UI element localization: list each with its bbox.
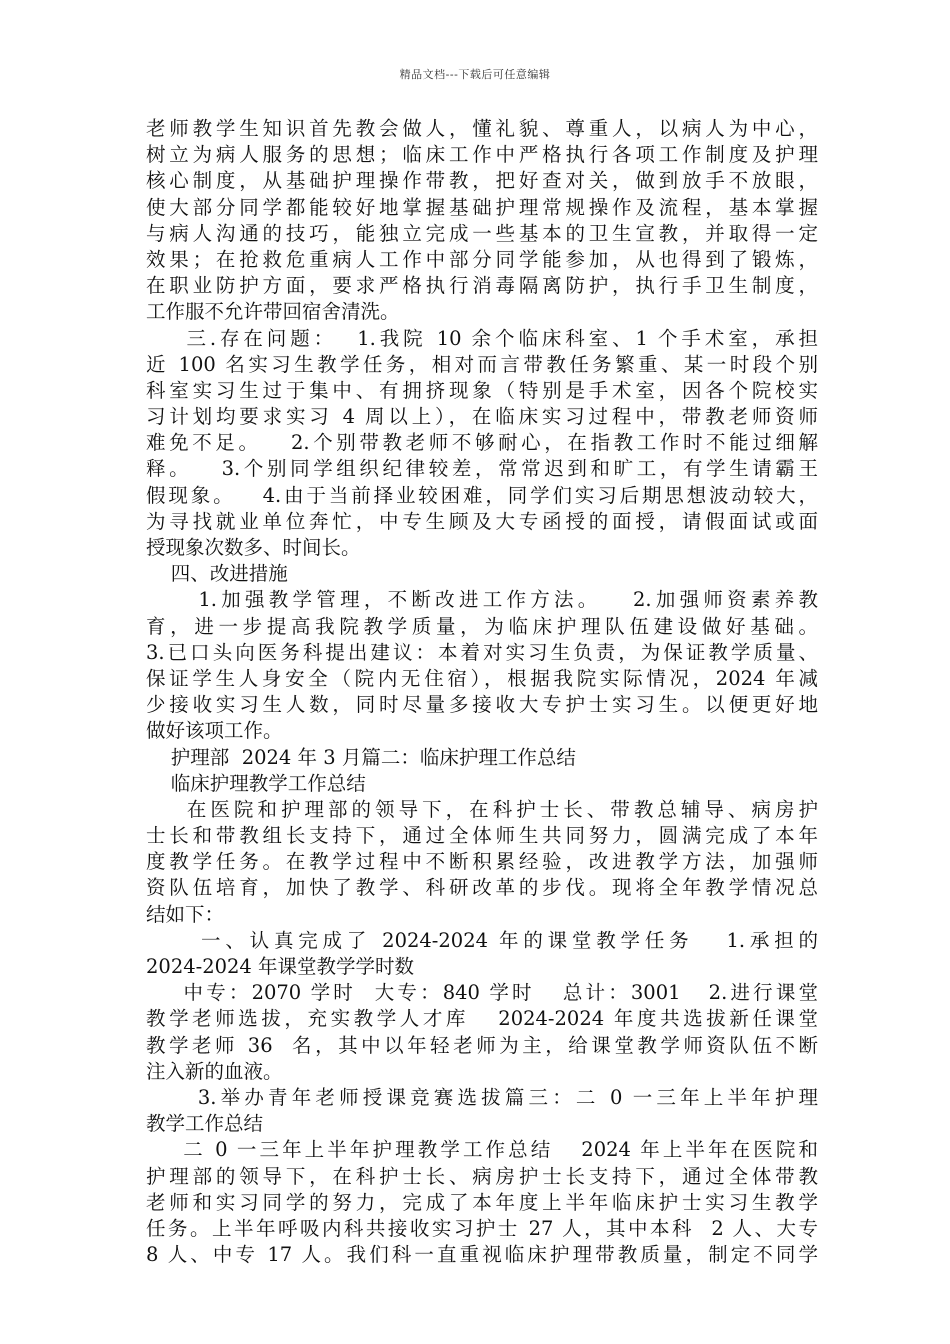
document-body [146, 116, 818, 1268]
text-line: 任务。上半年呼吸内科共接收实习护士 27 人，其中本科 2 人、大专 [146, 1216, 818, 1240]
text-line: 假现象。 4.由于当前择业较困难，同学们实习后期思想波动较大， [146, 483, 818, 507]
text-line: 育，进一步提高我院教学质量，为临床护理队伍建设做好基础。 [146, 614, 818, 638]
text-line: 2024-2024 年课堂教学学时数 [146, 955, 415, 978]
text-line: 中专：2070 学时 大专：840 学时 总计：3001 2.进行课堂 [146, 981, 818, 1005]
text-line: 释。 3.个别同学组织纪律较差，常常迟到和旷工，有学生请霸王 [146, 457, 818, 481]
text-line: 8 人、中专 17 人。我们科一直重视临床护理带教质量，制定不同学 [146, 1243, 818, 1267]
text-line: 效果；在抢救危重病人工作中部分同学能参加，从也得到了锻炼， [146, 247, 818, 271]
text-line: 注入新的血液。 [146, 1059, 283, 1083]
text-line: 教学工作总结 [146, 1112, 264, 1136]
text-line: 三.存在问题： 1.我院 10 余个临床科室、1 个手术室，承担 [146, 326, 818, 350]
text-line: 结如下： [146, 902, 225, 926]
text-line: 度教学任务。在教学过程中不断积累经验，改进教学方法，加强师 [146, 850, 818, 874]
text-line: 使大部分同学都能较好地掌握基础护理常规操作及流程，基本掌握 [146, 195, 818, 219]
text-line: 士长和带教组长支持下，通过全体师生共同努力，圆满完成了本年 [146, 824, 818, 848]
text-line: 少接收实习生人数，同时尽量多接收大专护士实习生。以便更好地 [146, 693, 818, 717]
text-line: 3.已口头向医务科提出建议：本着对实习生负责，为保证教学质量、 [146, 640, 818, 664]
text-line: 教学老师选拔，充实教学人才库 2024-2024 年度共选拔新任课堂 [146, 1007, 818, 1031]
text-line: 难免不足。 2.个别带教老师不够耐心，在指教工作时不能过细解 [146, 431, 818, 455]
text-line: 老师教学生知识首先教会做人，懂礼貌、尊重人，以病人为中心， [146, 117, 818, 140]
text-line: 教学老师 36 名，其中以年轻老师为主，给课堂教学师资队伍不断 [146, 1033, 818, 1057]
text-line: 核心制度，从基础护理操作带教，把好查对关，做到放手不放眼， [146, 169, 818, 193]
text-line: 保证学生人身安全（院内无住宿），根据我院实际情况，2024 年减 [146, 666, 818, 690]
text-line: 在职业防护方面，要求严格执行消毒隔离防护，执行手卫生制度， [146, 274, 818, 298]
text-line: 1.加强教学管理，不断改进工作方法。 2.加强师资素养教 [146, 588, 818, 612]
text-line: 临床护理教学工作总结 [146, 771, 366, 795]
page-header: 精品文档---下载后可任意编辑 [399, 68, 551, 81]
text-line: 习计划均要求实习 4 周以上），在临床实习过程中，带教老师资师 [146, 405, 818, 429]
text-line: 老师和实习同学的努力，完成了本年度上半年临床护士实习生教学 [146, 1190, 818, 1214]
text-line: 授现象次数多、时间长。 [146, 536, 361, 559]
text-line: 资队伍培育，加快了教学、科研改革的步伐。现将全年教学情况总 [146, 876, 818, 900]
text-line: 工作服不允许带回宿舍清洗。 [146, 300, 400, 324]
text-line: 近 100 名实习生教学任务，相对而言带教任务繁重、某一时段个别 [146, 352, 818, 376]
text-line: 四、改进措施 [146, 562, 288, 586]
text-line: 树立为病人服务的思想；临床工作中严格执行各项工作制度及护理 [146, 143, 818, 167]
text-line: 3.举办青年老师授课竞赛选拔篇三：二 0 一三年上半年护理 [146, 1085, 818, 1109]
text-line: 护理部的领导下，在科护士长、病房护士长支持下，通过全体带教 [146, 1164, 818, 1188]
text-line: 护理部 2024 年 3 月篇二：临床护理工作总结 [146, 745, 576, 769]
text-line: 与病人沟通的技巧，能独立完成一些基本的卫生宣教，并取得一定 [146, 221, 818, 245]
text-line: 做好该项工作。 [146, 719, 283, 743]
text-line: 二 0 一三年上半年护理教学工作总结 2024 年上半年在医院和 [146, 1138, 818, 1162]
text-line: 一、认真完成了 2024-2024 年的课堂教学任务 1.承担的 [146, 928, 818, 952]
text-line: 科室实习生过于集中、有拥挤现象（特别是手术室，因各个院校实 [146, 378, 818, 402]
text-line: 为寻找就业单位奔忙，中专生顾及大专函授的面授，请假面试或面 [146, 509, 818, 533]
text-line: 在医院和护理部的领导下，在科护士长、带教总辅导、病房护 [146, 797, 818, 821]
